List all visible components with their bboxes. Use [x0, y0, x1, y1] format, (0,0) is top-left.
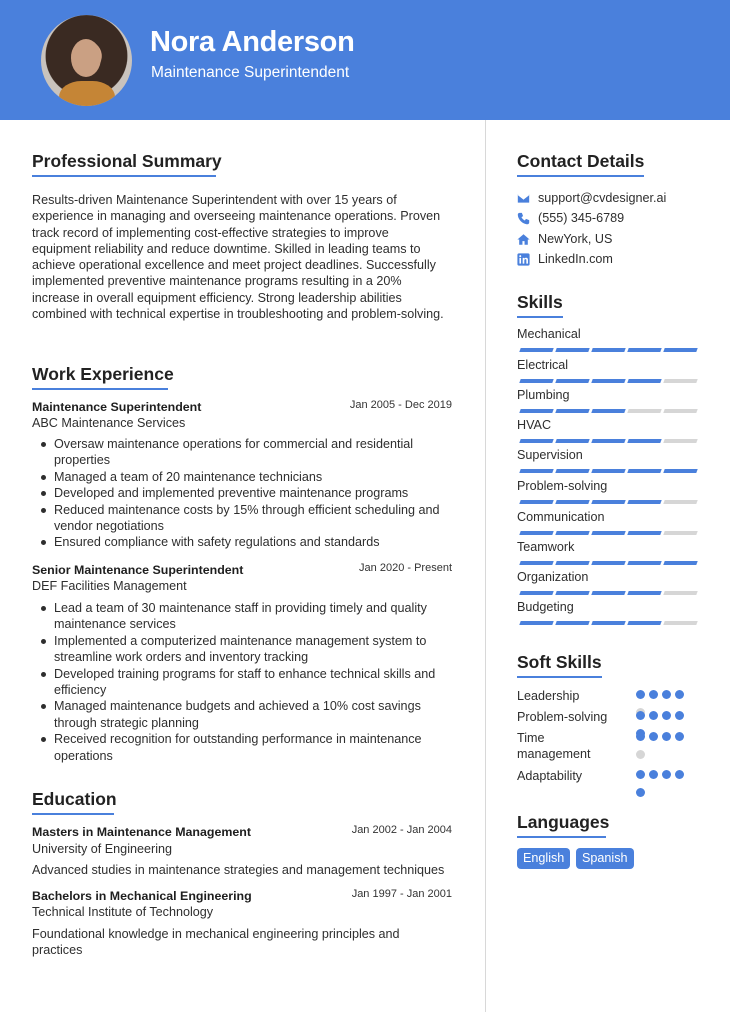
school-name: University of Engineering [32, 842, 173, 856]
skill-segment-filled [555, 531, 589, 535]
skill-segment-filled [627, 591, 661, 595]
skill-segment-filled [591, 561, 625, 565]
list-item: Managed a team of 20 maintenance technicians [32, 469, 472, 485]
envelope-icon [517, 192, 530, 205]
job-title: Senior Maintenance Superintendent [32, 563, 244, 577]
rating-dot-filled [636, 732, 645, 741]
skill-segment-filled [555, 591, 589, 595]
skill-level-bar [517, 621, 697, 626]
contact-text: (555) 345-6789 [538, 211, 625, 225]
header-banner [0, 0, 730, 120]
skill-segment-empty [627, 409, 661, 413]
rating-dot-filled [649, 732, 658, 741]
skill-segment-empty [663, 379, 697, 383]
soft-skill-rating [636, 770, 688, 806]
skill-segment-filled [591, 591, 625, 595]
skill-segment-filled [555, 469, 589, 473]
job-company: ABC Maintenance Services [32, 416, 186, 430]
skill-level-bar [517, 348, 697, 353]
summary-heading: Professional Summary [32, 151, 222, 171]
skill-label: Budgeting [517, 600, 574, 614]
degree-title: Bachelors in Mechanical Engineering [32, 889, 252, 903]
soft-skills-underline [517, 676, 602, 678]
column-divider [485, 120, 486, 1012]
skill-segment-filled [627, 531, 661, 535]
contact-linkedin[interactable] [517, 252, 613, 266]
contact-phone[interactable] [517, 211, 624, 225]
degree-dates: Jan 2002 - Jan 2004 [351, 824, 452, 836]
job-dates: Jan 2005 - Dec 2019 [349, 399, 452, 411]
degree-dates: Jan 1997 - Jan 2001 [351, 888, 452, 900]
soft-skill-label: Time management [517, 731, 591, 762]
skill-level-bar [517, 500, 697, 505]
skill-segment-filled [555, 500, 589, 504]
skill-segment-filled [519, 621, 553, 625]
skill-segment-empty [663, 500, 697, 504]
rating-dot-filled [649, 690, 658, 699]
job-bullets [32, 436, 472, 551]
skill-label: Mechanical [517, 327, 581, 341]
summary-text [32, 192, 472, 322]
education-heading: Education [32, 789, 117, 809]
job-dates: Jan 2020 - Present [359, 562, 452, 574]
skill-segment-filled [627, 348, 661, 352]
skill-segment-filled [627, 621, 661, 625]
skill-segment-filled [519, 409, 553, 413]
skill-level-bar [517, 379, 697, 384]
list-item: Lead a team of 30 maintenance staff in providing timely and quality maintenance services [32, 600, 472, 633]
rating-dot-filled [636, 770, 645, 779]
skill-segment-filled [555, 439, 589, 443]
skill-segment-filled [591, 379, 625, 383]
skill-segment-empty [663, 409, 697, 413]
skill-level-bar [517, 469, 697, 474]
avatar-face [71, 39, 101, 77]
skill-level-bar [517, 591, 697, 596]
skill-segment-filled [519, 379, 553, 383]
skill-segment-filled [663, 469, 697, 473]
skill-segment-filled [519, 439, 553, 443]
candidate-role: Maintenance Superintendent [151, 64, 350, 81]
summary-line: experience in managing and overseeing maintenance operations. Proven [32, 209, 441, 224]
experience-heading: Work Experience [32, 364, 174, 384]
contact-text: NewYork, US [538, 232, 613, 246]
skills-heading: Skills [517, 292, 563, 312]
skill-label: Organization [517, 570, 589, 584]
rating-dot-filled [675, 711, 684, 720]
linkedin-icon [517, 253, 530, 266]
languages-underline [517, 836, 606, 838]
rating-dot-filled [649, 711, 658, 720]
list-item: Oversaw maintenance operations for commercial and residential properties [32, 436, 472, 469]
summary-line: combined with technical expertise in troubleshooting and problem-solving. [32, 307, 444, 322]
list-item: Managed maintenance budgets and achieved a 10% cost savings through strategic planning [32, 698, 472, 731]
skill-label: HVAC [517, 418, 552, 432]
skill-segment-filled [627, 561, 661, 565]
skill-segment-filled [519, 591, 553, 595]
contact-location [517, 232, 612, 246]
summary-line: increase in overall equipment efficiency. Strong leadership abilities [32, 290, 402, 305]
skill-segment-empty [663, 591, 697, 595]
degree-description-line: practices [32, 943, 83, 958]
list-item: Ensured compliance with safety regulations and standards [32, 534, 472, 550]
skill-segment-empty [663, 439, 697, 443]
soft-skill-label: Problem-solving [517, 710, 608, 724]
rating-dot-empty [636, 750, 645, 759]
skill-segment-filled [663, 561, 697, 565]
languages-heading: Languages [517, 812, 610, 832]
rating-dot-filled [649, 770, 658, 779]
language-badge: Spanish [576, 848, 634, 869]
education-underline [32, 813, 114, 815]
summary-line: implemented preventive maintenance programs resulting in a 20% [32, 274, 402, 289]
summary-line: achieve operational excellence and meet project deadlines. Successfully [32, 258, 436, 273]
skill-segment-filled [519, 561, 553, 565]
job-title: Maintenance Superintendent [32, 400, 202, 414]
avatar-shirt [59, 81, 115, 106]
list-item: Reduced maintenance costs by 15% through efficient scheduling and vendor negotiations [32, 502, 472, 535]
skill-segment-filled [591, 409, 625, 413]
summary-line: equipment reliability and reduce downtime. Skilled in leading teams to [32, 241, 421, 256]
rating-dot-filled [675, 690, 684, 699]
summary-line: Results-driven Maintenance Superintendent with over 15 years of [32, 193, 397, 207]
rating-dot-filled [636, 788, 645, 797]
school-name: Technical Institute of Technology [32, 905, 214, 919]
skill-segment-filled [519, 500, 553, 504]
rating-dot-filled [636, 711, 645, 720]
skill-level-bar [517, 409, 697, 414]
experience-underline [32, 388, 168, 390]
language-badge: English [517, 848, 570, 869]
skill-segment-filled [555, 348, 589, 352]
job-bullets [32, 600, 472, 764]
candidate-name: Nora Anderson [150, 26, 355, 58]
skill-segment-filled [591, 531, 625, 535]
rating-dot-filled [675, 770, 684, 779]
skills-underline [517, 316, 563, 318]
skill-segment-filled [591, 621, 625, 625]
contact-underline [517, 175, 644, 177]
soft-skill-label: Adaptability [517, 769, 583, 783]
skill-segment-filled [591, 348, 625, 352]
skill-segment-empty [663, 531, 697, 535]
avatar [41, 15, 132, 106]
skill-label: Teamwork [517, 540, 575, 554]
list-item: Developed and implemented preventive maintenance programs [32, 485, 472, 501]
skill-label: Communication [517, 510, 605, 524]
skill-level-bar [517, 531, 697, 536]
contact-heading: Contact Details [517, 151, 645, 171]
skill-segment-filled [555, 621, 589, 625]
skill-segment-filled [555, 379, 589, 383]
phone-icon [517, 212, 530, 225]
skill-label: Supervision [517, 448, 583, 462]
degree-title: Masters in Maintenance Management [32, 825, 251, 839]
skill-label: Plumbing [517, 388, 570, 402]
skill-label: Problem-solving [517, 479, 608, 493]
skill-segment-filled [627, 469, 661, 473]
skill-segment-filled [663, 348, 697, 352]
skill-segment-filled [555, 561, 589, 565]
contact-text: support@cvdesigner.ai [538, 191, 667, 205]
rating-dot-filled [675, 732, 684, 741]
summary-underline [32, 175, 216, 177]
rating-dot-filled [662, 711, 671, 720]
skill-segment-filled [519, 469, 553, 473]
skill-segment-filled [627, 439, 661, 443]
skill-segment-filled [591, 439, 625, 443]
skill-level-bar [517, 561, 697, 566]
home-icon [517, 233, 530, 246]
soft-skill-label: Leadership [517, 689, 580, 703]
contact-text: LinkedIn.com [538, 252, 613, 266]
list-item: Implemented a computerized maintenance management system to streamline work orders and inventory tracking [32, 633, 472, 666]
skill-segment-filled [591, 469, 625, 473]
contact-email[interactable] [517, 191, 666, 205]
rating-dot-filled [636, 690, 645, 699]
skill-segment-filled [627, 379, 661, 383]
summary-line: track record of implementing cost-effective strategies to improve [32, 225, 389, 240]
rating-dot-filled [662, 732, 671, 741]
job-company: DEF Facilities Management [32, 579, 187, 593]
rating-dot-filled [662, 690, 671, 699]
degree-description-line: Advanced studies in maintenance strategies and management techniques [32, 863, 445, 877]
degree-description [32, 862, 472, 878]
skill-segment-filled [519, 531, 553, 535]
skill-segment-filled [627, 500, 661, 504]
degree-description [32, 926, 472, 959]
degree-description-line: Foundational knowledge in mechanical engineering principles and [32, 927, 400, 941]
skill-segment-empty [663, 621, 697, 625]
rating-dot-filled [662, 770, 671, 779]
soft-skill-rating [636, 732, 688, 768]
skill-level-bar [517, 439, 697, 444]
skill-label: Electrical [517, 358, 569, 372]
skill-segment-filled [591, 500, 625, 504]
list-item: Developed training programs for staff to enhance technical skills and efficiency [32, 666, 472, 699]
soft-skills-heading: Soft Skills [517, 652, 602, 672]
list-item: Received recognition for outstanding performance in maintenance operations [32, 731, 472, 764]
skill-segment-filled [555, 409, 589, 413]
skill-segment-filled [519, 348, 553, 352]
